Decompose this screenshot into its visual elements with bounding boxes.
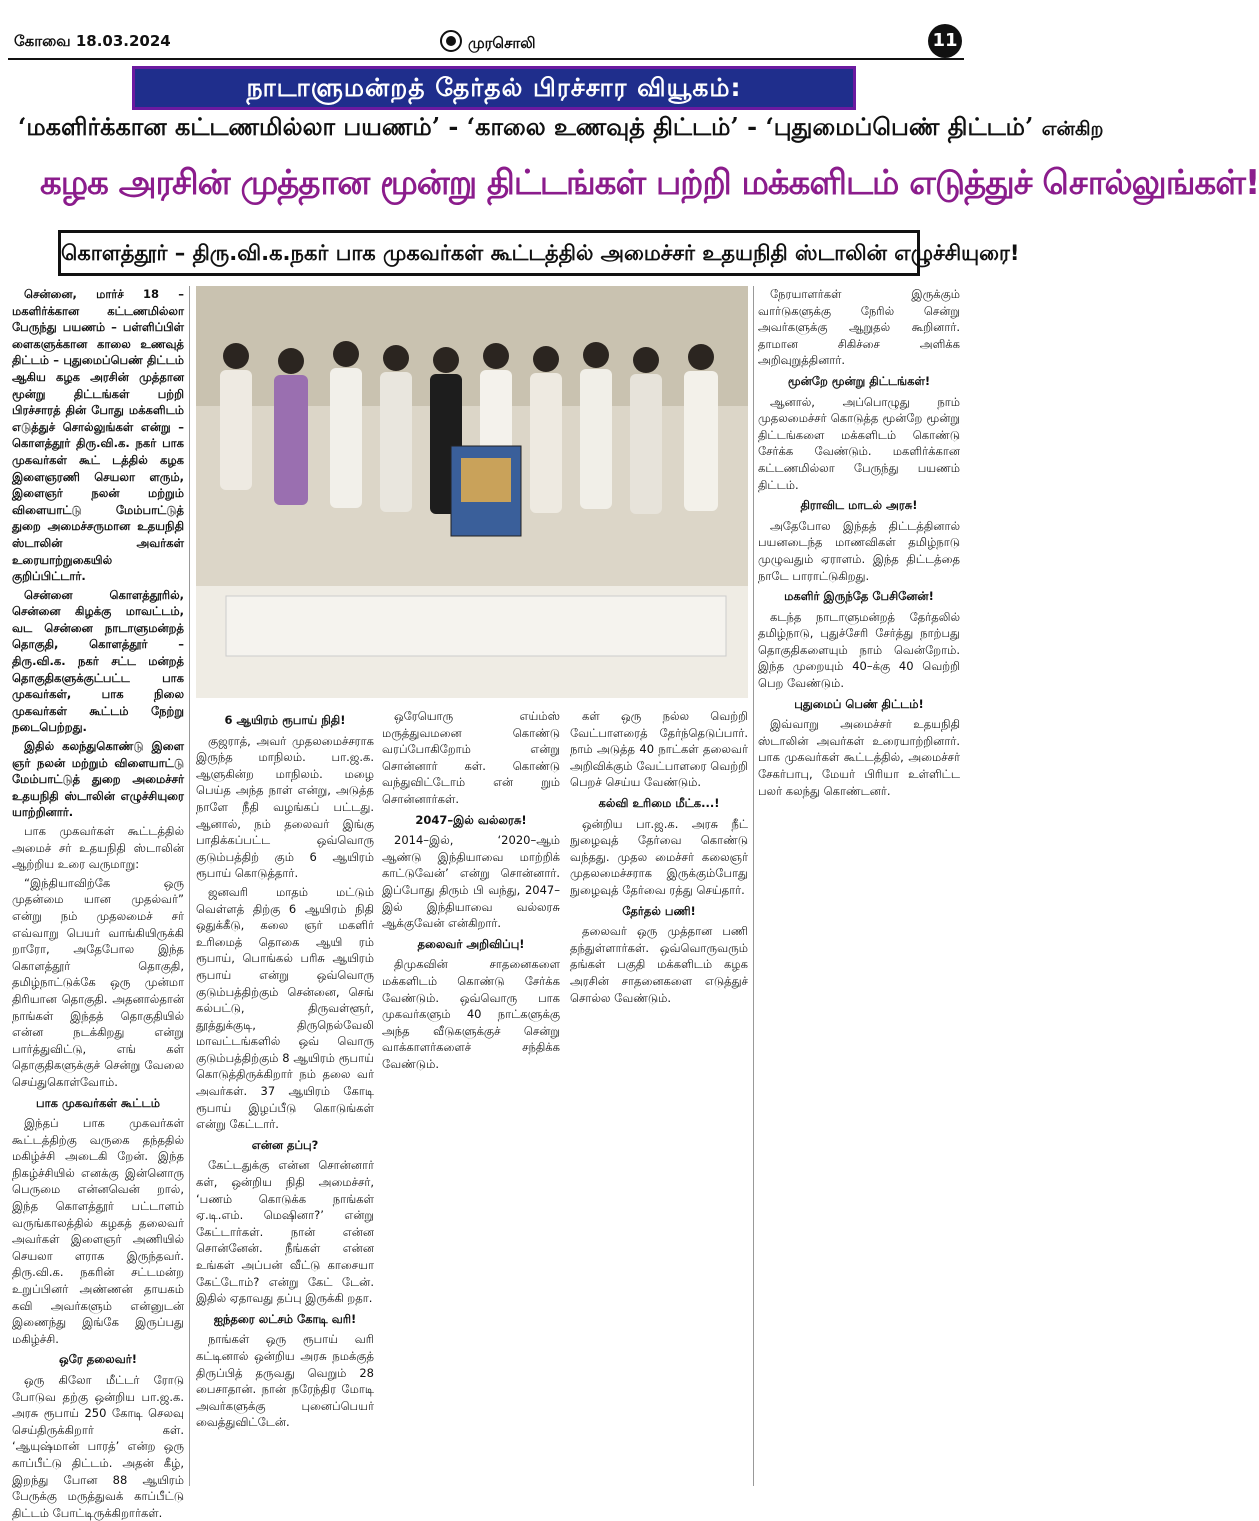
- section-heading: கல்வி உரிமை மீட்க...!: [598, 795, 720, 810]
- article-paragraph: அதேபோல இந்தத் திட்டத்தினால் பயனடைந்த மாணவிகள் தமிழ்நாடு முழுவதும் ஏராளம். இந்த திட்டத்தை நாடே பாராட்டுகிறது.: [758, 518, 960, 583]
- article-paragraph: திமுகவின் சாதனைகளை மக்களிடம் கொண்டு சேர்க்க வேண்டும். ஒவ்வொரு பாக முகவர்களும் 40 நாட்களுக்கு அந்த வீடுகளுக்குச் சென்று வாக்காளர்களைச் சந்திக்க வேண்டும்.: [382, 957, 560, 1071]
- article-paragraph: ஒரு கிலோ மீட்டர் ரோடு போடுவ தற்கு ஒன்றிய பா.ஜ.க. அரசு ரூபாய் 250 கோடி செலவு செய்திருக்கிறார் கள். ‘ஆயுஷ்மான் பாரத்’ என்ற ஒரு காப்பீட்டு திட்டம். அதன் கீழ், இறந்து போன 88 ஆயிரம் பேருக்கு மருத்துவக் காப்பீட்டு திட்டம் போட்டிருக்கிறார்கள்.: [12, 1373, 184, 1520]
- newspaper-logo-icon: [440, 30, 462, 52]
- article-paragraph: பாக முகவர்கள் கூட்டத்தில் அமைச் சர் உதயநிதி ஸ்டாலின் ஆற்றிய உரை வருமாறு:: [12, 824, 184, 872]
- banner-text: நாடாளுமன்றத் தேர்தல் பிரச்சார வியூகம்:: [246, 73, 742, 102]
- article-paragraph: நாங்கள் ஒரு ரூபாய் வரி கட்டினால் ஒன்றிய அரசு நமக்குத் திருப்பித் தருவது வெறும் 28 பைசாதான். நான் நரேந்திர மோடி அவர்களுக்கு புனைப்பெயர் வைத்துவிட்டேன்.: [196, 1332, 374, 1430]
- section-heading: தேர்தல் பணி!: [622, 903, 696, 918]
- section-heading: ஐந்தரை லட்சம் கோடி வரி!: [213, 1311, 357, 1326]
- section-heading: பாக முகவர்கள் கூட்டம்: [36, 1095, 160, 1110]
- strap-text: கொளத்தூர் – திரு.வி.க.நகர் பாக முகவர்கள் கூட்டத்தில் அமைச்சர் உதயநிதி ஸ்டாலின் எழுச்சியுரை!: [61, 241, 1020, 265]
- strap-box: [58, 230, 1020, 276]
- article-paragraph: ஒன்றிய பா.ஜ.க. அரசு நீட் நுழைவுத் தேர்வை கொண்டு வந்தது. முதல மைச்சர் கலைஞர் முதலமைச்சராக இருக்கும்போது நுழைவுத் தேர்வை ரத்து செய்தார்.: [570, 816, 748, 897]
- article-paragraph: 2014–இல், ‘2020–ஆம் ஆண்டு இந்தியாவை மாற்றிக் காட்டுவேன்’ என்று சொன்னார். இப்போது திரும் பி வந்து, 2047–இல் இந்தியாவை வல்லரசு ஆக்குவேன் என்கிறார்.: [382, 833, 560, 931]
- campaign-banner: [132, 66, 856, 110]
- masthead-rule: [8, 58, 964, 60]
- article-paragraph: “இந்தியாவிற்கே ஒரு முதன்மை யான முதல்வர்” என்று நம் முதலமைச் சர் எவ்வாறு பெயர் வாங்கியிருக்கி றாரோ, அதேபோல இந்த கொளத்தூர் தொகுதி, தமிழ்நாட்டுக்கே ஒரு முன்மா திரியான தொகுதி. அதனால்தான் நாங்கள் இந்தத் தொகுதியில் என்ன நடக்கிறது என்று பார்த்துவிட்டு, எங் கள் தொகுதிகளுக்குச் சென்று வேலை செய்துகொள்வோம்.: [12, 875, 184, 1089]
- subheadline: ‘மகளிர்க்கான கட்டணமில்லா பயணம்’ - ‘காலை உணவுத் திட்டம்’ - ‘புதுமைப்பெண் திட்டம்’ என்கிற: [18, 112, 1104, 141]
- section-heading: 6 ஆயிரம் ரூபாய் நிதி!: [224, 713, 346, 727]
- article-paragraph: இந்தப் பாக முகவர்கள் கூட்டத்திற்கு வருகை தந்ததில் மகிழ்ச்சி அடைகி றேன். இந்த நிகழ்ச்சியில் எனக்கு இன்னொரு பெருமை என்னவென் றால், இந்த கொளத்தூர் பட்டாளம் வருங்காலத்தில் கழகத் தலைவர் அவர்கள் இளைஞர் அணியில் செயலா ளராக இருந்தவர். திரு.வி.க. நகரின் சட்டமன்ற உறுப்பினர் அண்ணன் தாயகம் கவி அவர்களும் என்னுடன் இணைந்து இங்கே இருப்பது மகிழ்ச்சி.: [12, 1116, 184, 1346]
- newspaper-title: முரசொலி: [468, 34, 536, 52]
- section-heading: திராவிட மாடல் அரசு!: [800, 498, 918, 513]
- article-column-5: [758, 286, 960, 1486]
- article-intro: சென்னை, மார்ச் 18 – மகளிர்க்கான கட்டணமில்லா பேருந்து பயணம் – பள்ளிப்பிள் ளைகளுக்கான காலை உணவுத் திட்டம் – புதுமைப்பெண் திட்டம் ஆகிய கழக அரசின் முத்தான மூன்று திட்டங்கள் பற்றி பிரச்சாரத் தின் போது மக்களிடம் எடுத்துச் சொல்லுங்கள் என்று – கொளத்தூர் திரு.வி.க. நகர் பாக முகவர்கள் கூட் டத்தில் கழக இளைஞரணி செயலா ளரும், இளைஞர் நலன் மற்றும் விளையாட்டு மேம்பாட்டுத் துறை அமைச்சருமான உதயநிதி ஸ்டாலின் அவர்கள் உரையாற்றுகையில் குறிப்பிட்டார்.: [12, 287, 184, 584]
- article-paragraph: ஆனால், அப்பொழுது நாம் முதலமைச்சர் கொடுத்த மூன்றே மூன்று திட்டங்களை மக்களிடம் கொண்டு சேர்க்க வேண்டும். மகளிர்க்கான கட்டணமில்லா பேருந்து பயணம் திட்டம்.: [758, 394, 960, 492]
- section-heading: மூன்றே மூன்று திட்டங்கள்!: [787, 373, 931, 388]
- column-divider: [189, 286, 190, 1486]
- section-heading: என்ன தப்பு?: [251, 1137, 319, 1152]
- article-paragraph: ஒரேயொரு எய்ம்ஸ் மருத்துவமனை கொண்டு வரப்போகிறோம் என்று சொன்னார் கள். கொண்டு வந்துவிட்டோம் என் றும் சொன்னார்கள்.: [382, 709, 560, 806]
- subhead-scheme-2: ‘காலை உணவுத் திட்டம்’: [466, 112, 739, 141]
- subhead-scheme-1: ‘மகளிர்க்கான கட்டணமில்லா பயணம்’: [18, 112, 441, 141]
- article-paragraph: இதில் கலந்துகொண்டு இளை ஞர் நலன் மற்றும் விளையாட்டு மேம்பாட்டுத் துறை அமைச்சர் உதயநிதி ஸ்டாலின் எழுச்சியுரை யாற்றினார்.: [12, 739, 184, 820]
- main-headline: கழக அரசின் முத்தான மூன்று திட்டங்கள் பற்றி மக்களிடம் எடுத்துச் சொல்லுங்கள்!: [40, 163, 1259, 203]
- article-paragraph: கேட்டதுக்கு என்ன சொன்னார் கள், ஒன்றிய நிதி அமைச்சர், ‘பணம் கொடுக்க நாங்கள் ஏ.டி.எம். மெஷினா?’ என்று கேட்டார்கள். நான் என்ன சொன்னேன். நீங்கள் என்ன உங்கள் அப்பன் வீட்டு காசையா கேட்டோம்? என்று கேட் டேன். இதில் ஏதாவது தப்பு இருக்கி றதா.: [196, 1158, 374, 1306]
- subhead-scheme-3: ‘புதுமைப்பெண் திட்டம்’: [765, 112, 1034, 141]
- article-paragraph: இவ்வாறு அமைச்சர் உதயநிதி ஸ்டாலின் அவர்கள் உரையாற்றினார். பாக முகவர்கள் கூட்டத்தில், அமைச்சர் சேகர்பாபு, மேயர் பிரியா உள்ளிட்ட பலர் கலந்து கொண்டனர்.: [758, 717, 960, 798]
- section-heading: ஒரே தலைவர்!: [59, 1352, 137, 1367]
- section-heading: மகளிர் இருந்தே பேசினேன்!: [784, 589, 934, 604]
- date-line: கோவை 18.03.2024: [14, 32, 171, 50]
- article-column-2: [196, 708, 374, 1488]
- article-paragraph: நேரயாளர்கள் இருக்கும் வார்டுகளுக்கு நேரில் சென்று அவர்களுக்கு ஆறுதல் கூறினார். தாமான சிகிச்சை அளிக்க அறிவுறுத்தினார்.: [758, 287, 960, 368]
- section-heading: 2047–இல் வல்லரசு!: [415, 812, 527, 827]
- news-photo: [196, 286, 748, 698]
- article-paragraph: தலைவர் ஒரு முத்தான பணி தந்துள்ளார்கள். ஒவ்வொருவரும் தங்கள் பகுதி மக்களிடம் கழக அரசின் சாதனைகளை எடுத்துச் சொல்ல வேண்டும்.: [570, 924, 748, 1005]
- article-column-1: [12, 286, 184, 1520]
- section-heading: தலைவர் அறிவிப்பு!: [417, 936, 525, 951]
- article-paragraph: கடந்த நாடாளுமன்றத் தேர்தலில் தமிழ்நாடு, புதுச்சேரி சேர்த்து நாற்பது தொகுதிகளையும் நாம் வென்றோம். இந்த முறையும் 40–க்கு 40 வெற்றி பெற வேண்டும்.: [758, 609, 960, 691]
- newspaper-name: [440, 30, 536, 54]
- subhead-end: என்கிற: [1041, 118, 1104, 140]
- article-column-4: [570, 708, 748, 1488]
- article-paragraph: குஜராத், அவர் முதலமைச்சராக இருந்த மாநிலம். பா.ஜ.க. ஆளுகின்ற மாநிலம். மழை பெய்த அந்த நாள் என்று, அடுத்த நாளே நீதி வழங்கப் பட்டது. ஆனால், நம் தலைவர் இங்கு பாதிக்கப்பட்ட ஒவ்வொரு குடும்பத்திற் கும் 6 ஆயிரம் ரூபாய் கொடுத்தார்.: [196, 733, 374, 881]
- group-photo-image: [196, 286, 748, 698]
- page-number: 11: [928, 24, 962, 58]
- article-paragraph: கள் ஒரு நல்ல வெற்றி வேட்பாளரைத் தேர்ந்தெடுப்பார். நாம் அடுத்த 40 நாட்கள் தலைவர் அறிவிக்கும் வேட்பாளரை வெற்றி பெறச் செய்ய வேண்டும்.: [570, 709, 748, 790]
- article-paragraph: ஜனவரி மாதம் மட்டும் வெள்ளத் திற்கு 6 ஆயிரம் நிதி ஒதுக்கீடு, கலை ஞர் மகளிர் உரிமைத் தொகை ஆயி ரம் ரூபாய், பொங்கல் பரிசு ஆயிரம் ரூபாய் என்று ஒவ்வொரு குடும்பத்திற்கும் சென்னை, செங் கல்பட்டு, திருவள்ளூர், தூத்துக்குடி, திருநெல்வேலி மாவட்டங்களில் ஒவ் வொரு குடும்பத்திற்கும் 8 ஆயிரம் ரூபாய் கொடுத்திருக்கிறார் நம் தலை வர் அவர்கள். 37 ஆயிரம் கோடி ரூபாய் இழப்பீடு கொடுங்கள் என்று கேட்டார்.: [196, 884, 374, 1132]
- section-heading: புதுமைப் பெண் திட்டம்!: [794, 696, 924, 711]
- article-column-3: [382, 708, 560, 1488]
- column-divider: [753, 286, 754, 1486]
- article-paragraph: சென்னை கொளத்தூரில், சென்னை கிழக்கு மாவட்டம், வட சென்னை நாடாளுமன்றத் தொகுதி, கொளத்தூர் – திரு.வி.க. நகர் சட்ட மன்றத் தொகுதிகளுக்குட்பட்ட பாக முகவர்கள், பாக நிலை முகவர்கள் கூட்டம் நேற்று நடைபெற்றது.: [12, 587, 184, 735]
- masthead: [0, 0, 972, 52]
